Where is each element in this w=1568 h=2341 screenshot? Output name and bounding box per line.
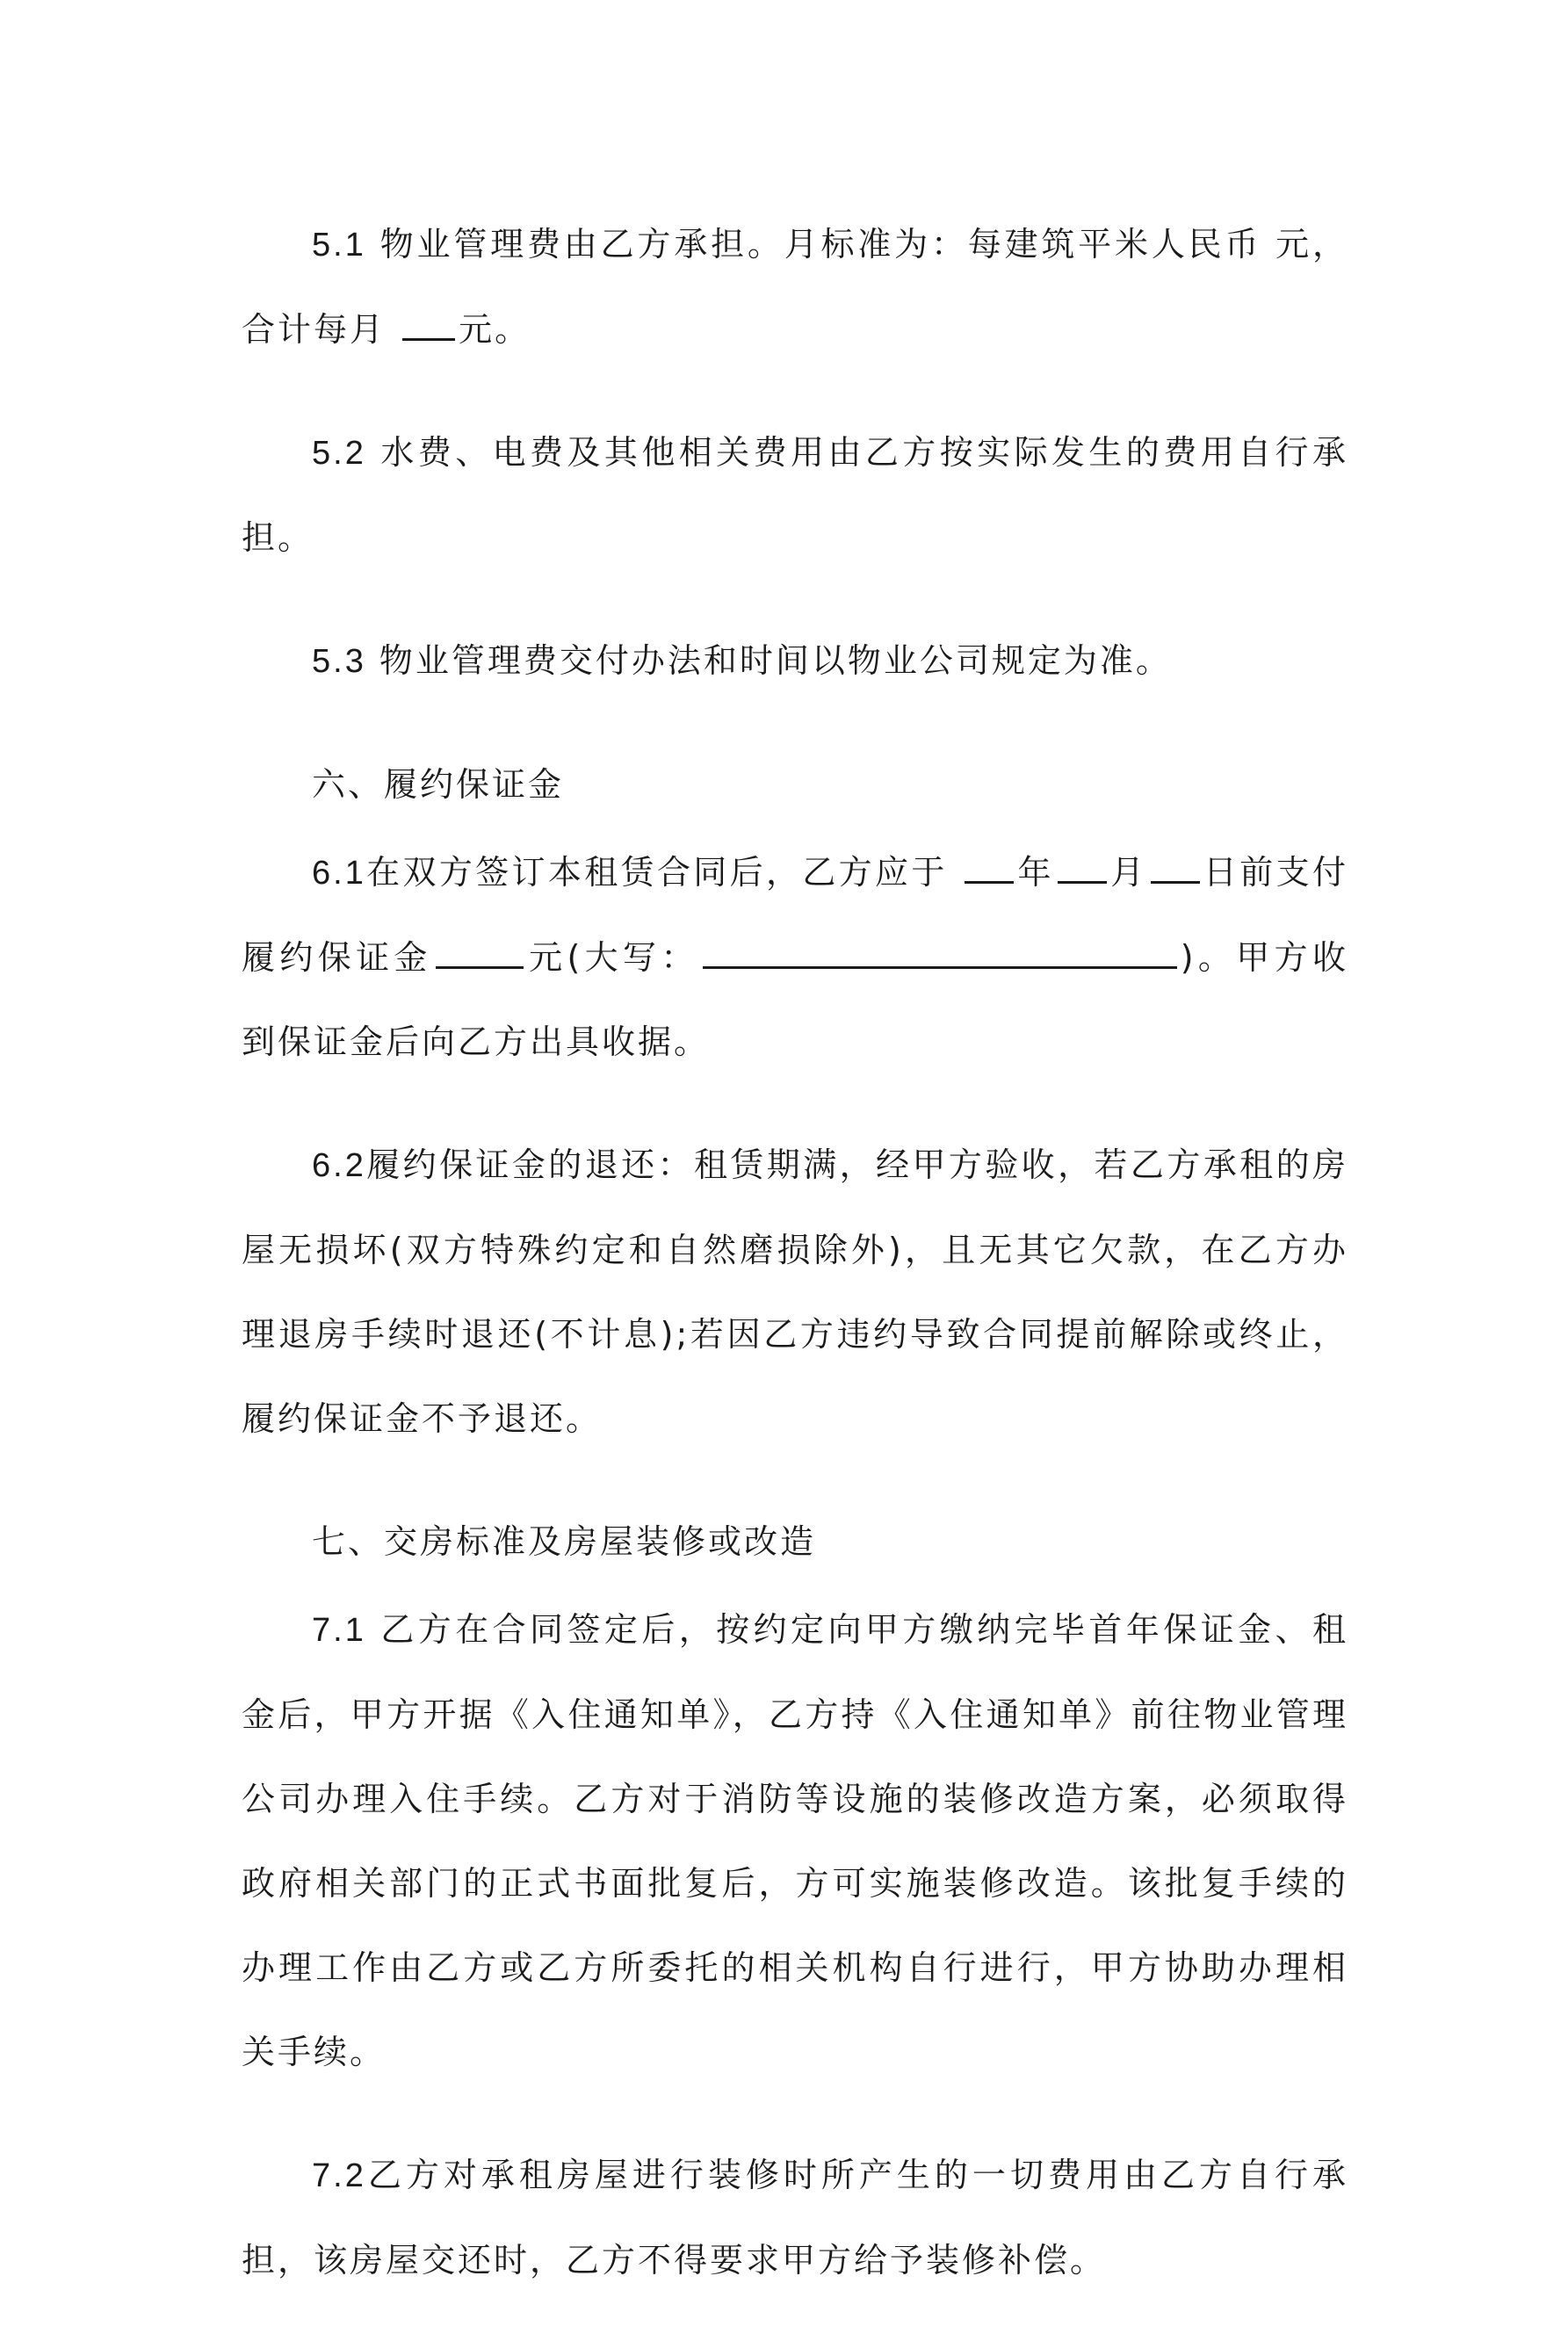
fill-blank — [1058, 855, 1107, 884]
fill-blank — [402, 312, 455, 341]
clause-6-1 — [242, 830, 1348, 1084]
fill-blank — [965, 855, 1014, 884]
clause-5-1 — [242, 202, 1348, 372]
clause-text: 在双方签订本租赁合同后，乙方应于 — [365, 853, 948, 892]
clause-text: 年 — [1017, 853, 1054, 892]
clause-number: 7.1 — [312, 1612, 366, 1649]
clause-text: 乙方在合同签定后，按约定向甲方缴纳完毕首年保证金、租金后，甲方开据《入住通知单》，乙方持《入住通知单》前往物业管理公司办理入住手续。乙方对于消防等设施的装修改造方案，必须取得政府相关部门的正式书面批复后，方可实施装修改造。该批复手续的办理工作由乙方或乙方所委托的相关机构自行进行，甲方协助办理相关手续。 — [242, 1610, 1348, 2071]
clause-text: 元(大写： — [526, 938, 699, 977]
fill-blank — [1151, 855, 1200, 884]
clause-text: 履约保证金的退还：租赁期满，经甲方验收，若乙方承租的房屋无损坏(双方特殊约定和自然磨损除外)，且无其它欠款，在乙方办理退房手续时退还(不计息);若因乙方违约导致合同提前解除或终止，履约保证金不予退还。 — [242, 1145, 1348, 1438]
clause-text: 日前支付履约保证金 — [242, 853, 1348, 977]
clause-text: 月 — [1109, 853, 1147, 892]
fill-blank — [436, 940, 524, 969]
clause-number: 5.2 — [312, 435, 366, 472]
clause-number: 5.1 — [312, 227, 366, 264]
clause-6-2 — [242, 1123, 1348, 1461]
document-page — [242, 202, 1348, 2341]
clause-7-2 — [242, 2133, 1348, 2302]
fill-blank — [703, 940, 1177, 969]
clause-text: 物业管理费由乙方承担。月标准为：每建筑平米人民币 元，合计每月 — [242, 225, 1348, 349]
clause-number: 7.2 — [312, 2157, 366, 2194]
clause-text: 水费、电费及其他相关费用由乙方按实际发生的费用自行承担。 — [242, 433, 1348, 557]
clause-number: 5.3 — [312, 643, 366, 680]
section-heading-6: 六、履约保证金 — [312, 765, 565, 804]
clause-text: 乙方对承租房屋进行装修时所产生的一切费用由乙方自行承担，该房屋交还时，乙方不得要求甲方给予装修补偿。 — [242, 2156, 1348, 2280]
clause-5-3 — [242, 618, 1348, 704]
clause-text: 物业管理费交付办法和时间以物业公司规定为准。 — [379, 641, 1172, 680]
clause-text: )。甲方收到保证金后向乙方出具收据。 — [242, 938, 1348, 1061]
section-heading-7: 七、交房标准及房屋装修或改造 — [312, 1522, 817, 1561]
clause-7-1 — [242, 1587, 1348, 2094]
clause-number: 6.1 — [312, 855, 366, 892]
clause-text: 元。 — [459, 310, 531, 349]
clause-5-2 — [242, 410, 1348, 580]
clause-number: 6.2 — [312, 1147, 366, 1184]
